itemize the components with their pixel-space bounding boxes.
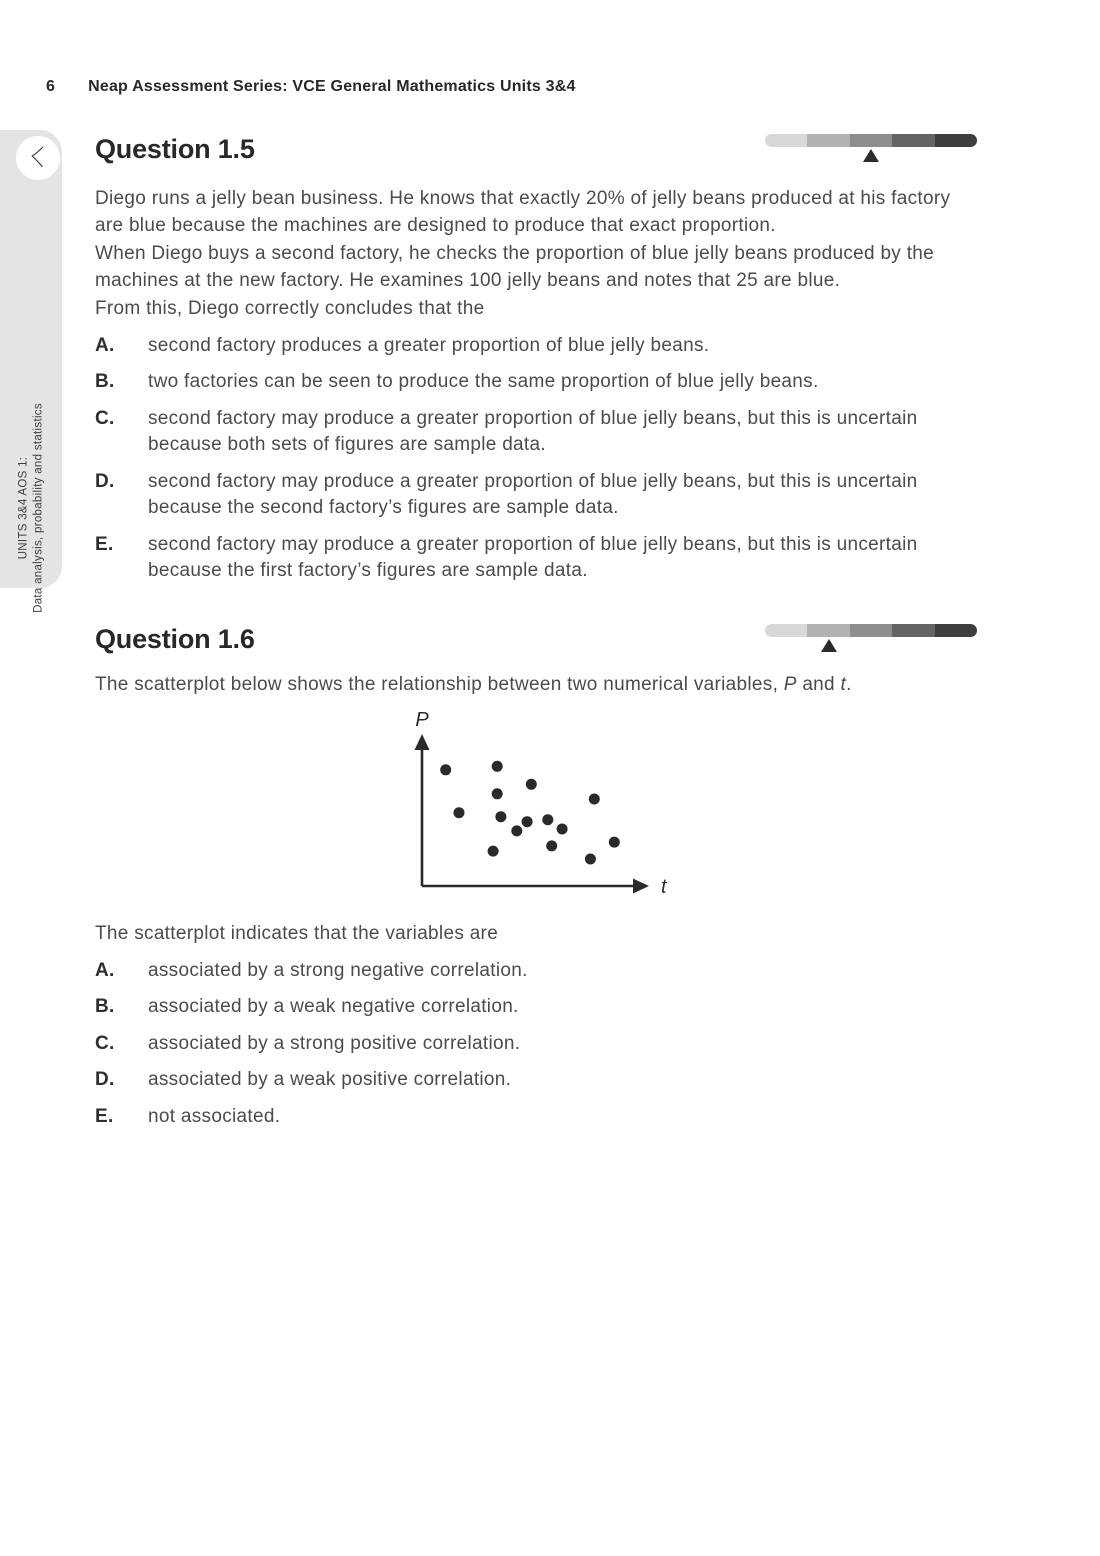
- difficulty-bar: [765, 624, 977, 637]
- sidebar-section-label: [17, 283, 46, 733]
- option-e: [95, 1104, 977, 1131]
- difficulty-segment: [892, 624, 934, 637]
- option-letter: C.: [95, 407, 115, 429]
- scatter-point: [511, 825, 522, 836]
- variable-t: t: [840, 673, 847, 695]
- difficulty-segment: [765, 134, 807, 147]
- scatterplot-figure: [395, 708, 695, 903]
- option-text: second factory produces a greater proportion of blue jelly beans.: [148, 334, 710, 356]
- difficulty-segment: [892, 134, 934, 147]
- sidebar-section-line1: UNITS 3&4 AOS 1:: [17, 456, 30, 560]
- difficulty-segment: [807, 624, 849, 637]
- question-paragraph: Diego runs a jelly bean business. He knows that exactly 20% of jelly beans produced at his factory are blue because the machines are designed to produce that exact proportion.: [95, 188, 951, 236]
- scatter-point: [609, 837, 620, 848]
- option-letter: B.: [95, 996, 115, 1017]
- scatter-points-group: [440, 761, 620, 865]
- question-1-5-title: Question 1.5: [95, 134, 255, 164]
- difficulty-arrow-icon: [863, 149, 879, 162]
- option-d: [95, 469, 977, 522]
- option-text: not associated.: [148, 1105, 281, 1127]
- question-1-6-title: Question 1.6: [95, 623, 255, 654]
- scatter-point: [589, 794, 600, 805]
- option-a: [95, 958, 977, 985]
- scatter-point: [546, 840, 557, 851]
- option-b: [95, 994, 977, 1021]
- options-list-q16: [95, 958, 977, 1131]
- difficulty-segment: [807, 134, 849, 147]
- y-axis-arrowhead-icon: [415, 734, 430, 750]
- prompt-text: and: [796, 673, 841, 695]
- option-letter: D.: [95, 1069, 115, 1090]
- question-paragraph: From this, Diego correctly concludes that the: [95, 298, 485, 319]
- difficulty-indicator-q15: [765, 134, 977, 162]
- option-e: [95, 532, 977, 585]
- question-paragraph: When Diego buys a second factory, he checks the proportion of blue jelly beans produced by the machines at the new factory. He examines 100 jelly beans and notes that 25 are blue.: [95, 243, 935, 291]
- option-b: [95, 369, 977, 396]
- option-text: second factory may produce a greater proportion of blue jelly beans, but this is uncertain because both sets of figures are sample data.: [148, 407, 918, 455]
- option-letter: E.: [95, 533, 114, 555]
- difficulty-indicator-q16: [765, 624, 977, 652]
- option-text: second factory may produce a greater proportion of blue jelly beans, but this is uncertain because the first factory’s figures are sample data.: [148, 533, 918, 581]
- option-c: [95, 406, 977, 459]
- difficulty-segment: [935, 134, 977, 147]
- difficulty-segment: [850, 134, 892, 147]
- option-letter: D.: [95, 470, 115, 492]
- option-letter: B.: [95, 371, 115, 392]
- chevron-left-icon: [23, 141, 53, 176]
- scatter-point: [526, 779, 537, 790]
- scatter-point: [585, 854, 596, 865]
- option-letter: E.: [95, 1105, 114, 1127]
- x-axis-arrowhead-icon: [633, 879, 649, 894]
- option-letter: C.: [95, 1032, 115, 1054]
- scatter-point: [542, 814, 553, 825]
- question-1-6: [95, 623, 977, 1131]
- main-content: [95, 133, 977, 1130]
- y-axis-label: P: [415, 709, 429, 731]
- option-letter: A.: [95, 959, 115, 981]
- difficulty-bar: [765, 134, 977, 147]
- option-text: associated by a strong positive correlation.: [148, 1032, 521, 1054]
- option-text: associated by a weak positive correlation.: [148, 1069, 512, 1090]
- scatter-point: [522, 816, 533, 827]
- sidebar-section-line2: Data analysis, probability and statistics: [32, 403, 44, 613]
- option-c: [95, 1031, 977, 1058]
- option-text: second factory may produce a greater proportion of blue jelly beans, but this is uncertain because the second factory’s figures are sample data.: [148, 470, 918, 518]
- x-axis-label: t: [661, 876, 667, 898]
- option-text: associated by a strong negative correlation.: [148, 959, 528, 981]
- scatter-point: [492, 788, 503, 799]
- option-letter: A.: [95, 334, 115, 356]
- variable-p: P: [783, 673, 797, 695]
- scatterplot-svg: [395, 708, 695, 903]
- options-list-q15: [95, 333, 977, 585]
- scatter-point: [495, 811, 506, 822]
- scatter-point: [492, 761, 503, 772]
- prompt-text: .: [846, 673, 852, 695]
- back-button[interactable]: [16, 136, 60, 180]
- difficulty-segment: [765, 624, 807, 637]
- difficulty-arrow-icon: [821, 639, 837, 652]
- scatterplot-question-stem: The scatterplot indicates that the variables are: [95, 923, 499, 944]
- scatter-point: [440, 764, 451, 775]
- option-a: [95, 333, 977, 360]
- prompt-text: The scatterplot below shows the relationship between two numerical variables,: [95, 673, 784, 695]
- scatter-point: [557, 824, 568, 835]
- page-number: 6: [46, 78, 56, 95]
- option-text: two factories can be seen to produce the same proportion of blue jelly beans.: [148, 371, 819, 392]
- sidebar-chapter-tab[interactable]: [0, 130, 62, 613]
- option-text: associated by a weak negative correlation.: [148, 996, 519, 1017]
- option-d: [95, 1067, 977, 1094]
- scatter-point: [488, 846, 499, 857]
- scatterplot-prompt: [95, 672, 977, 699]
- scatter-point: [454, 807, 465, 818]
- difficulty-segment: [935, 624, 977, 637]
- page-header-title: Neap Assessment Series: VCE General Mathematics Units 3&4: [88, 78, 576, 95]
- question-1-5: [95, 133, 977, 585]
- difficulty-segment: [850, 624, 892, 637]
- page-header: [46, 78, 576, 96]
